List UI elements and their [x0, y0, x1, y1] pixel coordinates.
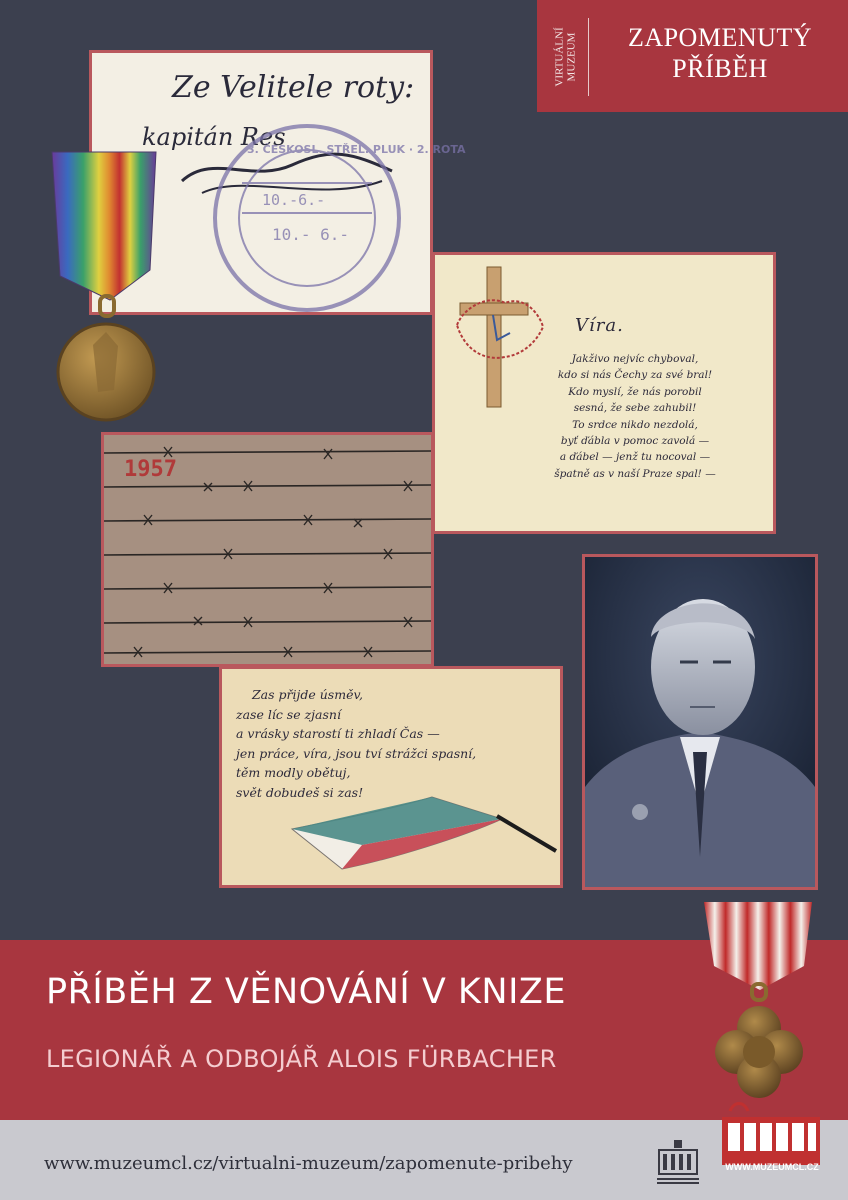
smile-line: svět dobudeš si zas! — [236, 784, 364, 800]
vira-title: Víra. — [575, 315, 624, 336]
vira-line: kdo si nás Čechy za své bral! — [557, 369, 713, 382]
smile-line: jen práce, víra, jsou tví strážci spasní, — [236, 745, 477, 761]
badge-title-line1: ZAPOMENUTÝ — [627, 23, 813, 52]
badge-title-line2: PŘÍBĚH — [672, 54, 768, 83]
smile-line: zase líc se zjasní — [236, 706, 341, 722]
year-label: 1957 — [124, 457, 177, 482]
badge-title — [596, 22, 844, 84]
logo-url-label: WWW.MUZEUMCL.CZ — [725, 1162, 819, 1172]
vira-line: špatně as v naší Praze spal! — — [554, 467, 716, 480]
smile-line: těm modly obětuj, — [236, 765, 351, 780]
victory-medal-icon — [38, 150, 162, 422]
museum-logo-icon — [655, 1138, 701, 1186]
smile-line: a vrásky starostí ti zhladí Čas — — [236, 726, 440, 741]
smile-poem-card — [219, 666, 563, 888]
museum-building-logo-icon — [722, 1093, 820, 1173]
stamp-number: 10.- 6.- — [272, 225, 350, 244]
czech-flag-icon — [222, 669, 560, 885]
badge-vertical-label — [546, 12, 586, 102]
portrait-photo — [582, 554, 818, 890]
smile-line: Zas přijde úsměv, — [252, 687, 364, 702]
vira-poem-card — [432, 252, 776, 534]
stamp-date: 10.-6.- — [262, 191, 326, 209]
vira-line: Kdo myslí, že nás porobil — [568, 385, 702, 398]
stamp-icon — [215, 126, 466, 310]
badge-vertical-line2: MUZEUM — [566, 32, 578, 82]
portrait-icon — [585, 557, 815, 887]
vira-line: sesná, že sebe zahubil! — [573, 402, 697, 415]
war-cross-medal-icon — [700, 900, 816, 1118]
vira-lines — [515, 351, 755, 482]
website-link[interactable]: www.muzeumcl.cz/virtualni-muzeum/zapomenute-pribehy — [44, 1153, 573, 1174]
vira-line: byť ďábla v pomoc zavolá — — [560, 435, 710, 448]
badge-divider — [588, 18, 589, 96]
stamp-text: 3. ČESKOSL. STŘEL. PLUK · 2. ROTA — [247, 143, 466, 156]
vira-line: To srdce nikdo nezdolá, — [572, 418, 698, 431]
signature-line1: Ze Velitele roty: — [172, 70, 415, 105]
signature-line2: kapitán Res — [142, 123, 286, 151]
page-subtitle: LEGIONÁŘ A ODBOJÁŘ ALOIS FÜRBACHER — [46, 1045, 557, 1073]
vira-line: a ďábel — jenž tu nocoval — — [559, 451, 711, 464]
badge-vertical-line1: VIRTUÁLNÍ — [554, 27, 566, 87]
barbed-wire-card — [101, 432, 434, 667]
vira-line: Jakživo nejvíc chyboval, — [571, 353, 699, 365]
page-title: PŘÍBĚH Z VĚNOVÁNÍ V KNIZE — [46, 972, 566, 1012]
